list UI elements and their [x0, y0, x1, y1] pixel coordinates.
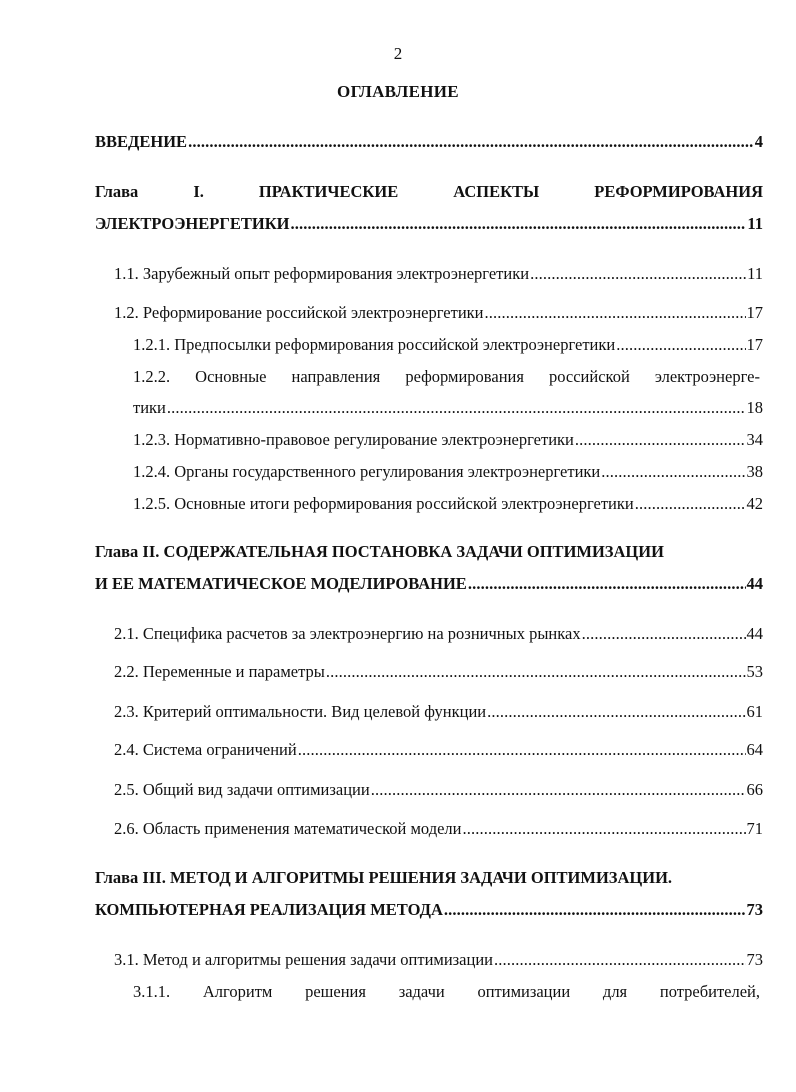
- word: направления: [291, 367, 381, 386]
- toc-entry-1-2-4[interactable]: [133, 462, 763, 482]
- toc-page-number: 44: [746, 624, 763, 643]
- word: решения: [305, 982, 366, 1001]
- toc-entry-1-2-2[interactable]: [133, 398, 763, 418]
- toc-page-number: 17: [746, 335, 763, 354]
- dot-leader: [494, 950, 745, 970]
- toc-entry-2-4[interactable]: [114, 740, 763, 760]
- toc-page-number: 38: [746, 462, 763, 481]
- toc-entry-intro[interactable]: [95, 132, 763, 152]
- word: ПРАКТИЧЕСКИЕ: [258, 182, 399, 201]
- word: российской: [548, 367, 630, 386]
- toc-entry-text: 2.6. Область применения математической модели: [114, 819, 462, 838]
- dot-leader: [468, 574, 746, 594]
- toc-page-number: 34: [746, 430, 763, 449]
- dot-leader: [462, 819, 745, 839]
- toc-entry-1-1[interactable]: [114, 264, 763, 284]
- word: задачи: [398, 982, 445, 1001]
- toc-page-number: 73: [746, 900, 763, 919]
- word: Основные: [195, 367, 267, 386]
- toc-entry-text: 1.2.3. Нормативно-правовое регулирование электроэнергетики: [133, 430, 574, 449]
- toc-entry-text: 1.2.5. Основные итоги реформирования российской электроэнергетики: [133, 494, 634, 513]
- word: электроэнерге-: [654, 367, 760, 386]
- toc-entry-text: Глава II. СОДЕРЖАТЕЛЬНАЯ ПОСТАНОВКА ЗАДАЧИ ОПТИМИЗАЦИИ: [95, 542, 664, 561]
- toc-page-number: 71: [746, 819, 763, 838]
- dot-leader: [485, 303, 746, 323]
- word: потребителей,: [659, 982, 760, 1001]
- toc-entry-text: тики: [133, 398, 166, 417]
- toc-entry-3-1-1-line1[interactable]: [133, 982, 760, 1002]
- dot-leader: [188, 132, 754, 152]
- toc-chapter-2-heading[interactable]: [95, 542, 763, 562]
- toc-page-number: 44: [746, 574, 763, 593]
- dot-leader: [326, 662, 746, 682]
- toc-entry-text: Глава III. МЕТОД И АЛГОРИТМЫ РЕШЕНИЯ ЗАДАЧИ ОПТИМИЗАЦИИ.: [95, 868, 673, 887]
- dot-leader: [167, 398, 746, 418]
- toc-entry-2-5[interactable]: [114, 780, 763, 800]
- toc-page-number: 11: [747, 264, 763, 283]
- word: оптимизации: [477, 982, 571, 1001]
- dot-leader: [291, 214, 747, 234]
- toc-entry-1-2-3[interactable]: [133, 430, 763, 450]
- word: для: [602, 982, 628, 1001]
- word: 1.2.2.: [133, 367, 171, 386]
- toc-page-number: 73: [746, 950, 763, 969]
- toc-entry-text: 2.1. Специфика расчетов за электроэнергию на розничных рынках: [114, 624, 581, 643]
- toc-entry-chapter-3[interactable]: [95, 900, 763, 920]
- dot-leader: [616, 335, 745, 355]
- dot-leader: [582, 624, 746, 644]
- toc-entry-chapter-2[interactable]: [95, 574, 763, 594]
- dot-leader: [575, 430, 746, 450]
- toc-chapter-1-heading[interactable]: [95, 182, 763, 202]
- toc-entry-chapter-1[interactable]: [95, 214, 763, 234]
- dot-leader: [298, 740, 746, 760]
- word: реформирования: [405, 367, 524, 386]
- toc-entry-1-2-1[interactable]: [133, 335, 763, 355]
- toc-chapter-3-heading[interactable]: [95, 868, 763, 888]
- toc-entry-2-6[interactable]: [114, 819, 763, 839]
- page-title: ОГЛАВЛЕНИЕ: [337, 82, 459, 101]
- word: Глава: [95, 182, 139, 201]
- toc-entry-1-2-5[interactable]: [133, 494, 763, 514]
- toc-entry-text: 2.3. Критерий оптимальности. Вид целевой функции: [114, 702, 487, 721]
- dot-leader: [487, 702, 745, 722]
- toc-page-number: 66: [746, 780, 763, 799]
- toc-entry-text: 1.1. Зарубежный опыт реформирования электроэнергетики: [114, 264, 530, 283]
- toc-entry-text: 1.2.1. Предпосылки реформирования российской электроэнергетики: [133, 335, 616, 354]
- toc-entry-text: ВВЕДЕНИЕ: [95, 132, 188, 151]
- toc-entry-1-2-2-line1[interactable]: [133, 367, 760, 387]
- word: АСПЕКТЫ: [453, 182, 540, 201]
- toc-entry-text: 2.4. Система ограничений: [114, 740, 297, 759]
- toc-page-number: 61: [746, 702, 763, 721]
- toc-entry-text: 1.2.4. Органы государственного регулирования электроэнергетики: [133, 462, 601, 481]
- toc-entry-2-3[interactable]: [114, 702, 763, 722]
- toc-page-number: 53: [746, 662, 763, 681]
- page-number: 2: [393, 44, 403, 63]
- toc-entry-text: 2.5. Общий вид задачи оптимизации: [114, 780, 370, 799]
- toc-entry-3-1[interactable]: [114, 950, 763, 970]
- toc-page-number: 64: [746, 740, 763, 759]
- dot-leader: [371, 780, 746, 800]
- toc-entry-text: 2.2. Переменные и параметры: [114, 662, 325, 681]
- dot-leader: [444, 900, 746, 920]
- toc-entry-text: И ЕЕ МАТЕМАТИЧЕСКОЕ МОДЕЛИРОВАНИЕ: [95, 574, 467, 593]
- word: Алгоритм: [202, 982, 273, 1001]
- toc-entry-text: ЭЛЕКТРОЭНЕРГЕТИКИ: [95, 214, 290, 233]
- word: I.: [193, 182, 204, 201]
- toc-entry-1-2[interactable]: [114, 303, 763, 323]
- toc-entry-text: 1.2. Реформирование российской электроэнергетики: [114, 303, 484, 322]
- toc-page-number: 42: [746, 494, 763, 513]
- toc-page-number: 11: [747, 214, 763, 233]
- toc-page-number: 17: [746, 303, 763, 322]
- dot-leader: [601, 462, 745, 482]
- word: РЕФОРМИРОВАНИЯ: [594, 182, 763, 201]
- word: 3.1.1.: [133, 982, 171, 1001]
- toc-entry-text: КОМПЬЮТЕРНАЯ РЕАЛИЗАЦИЯ МЕТОДА: [95, 900, 443, 919]
- dot-leader: [530, 264, 746, 284]
- toc-page-number: 18: [746, 398, 763, 417]
- dot-leader: [635, 494, 746, 514]
- toc-entry-2-1[interactable]: [114, 624, 763, 644]
- toc-entry-text: 3.1. Метод и алгоритмы решения задачи оптимизации: [114, 950, 494, 969]
- toc-entry-2-2[interactable]: [114, 662, 763, 682]
- toc-page-number: 4: [754, 132, 763, 151]
